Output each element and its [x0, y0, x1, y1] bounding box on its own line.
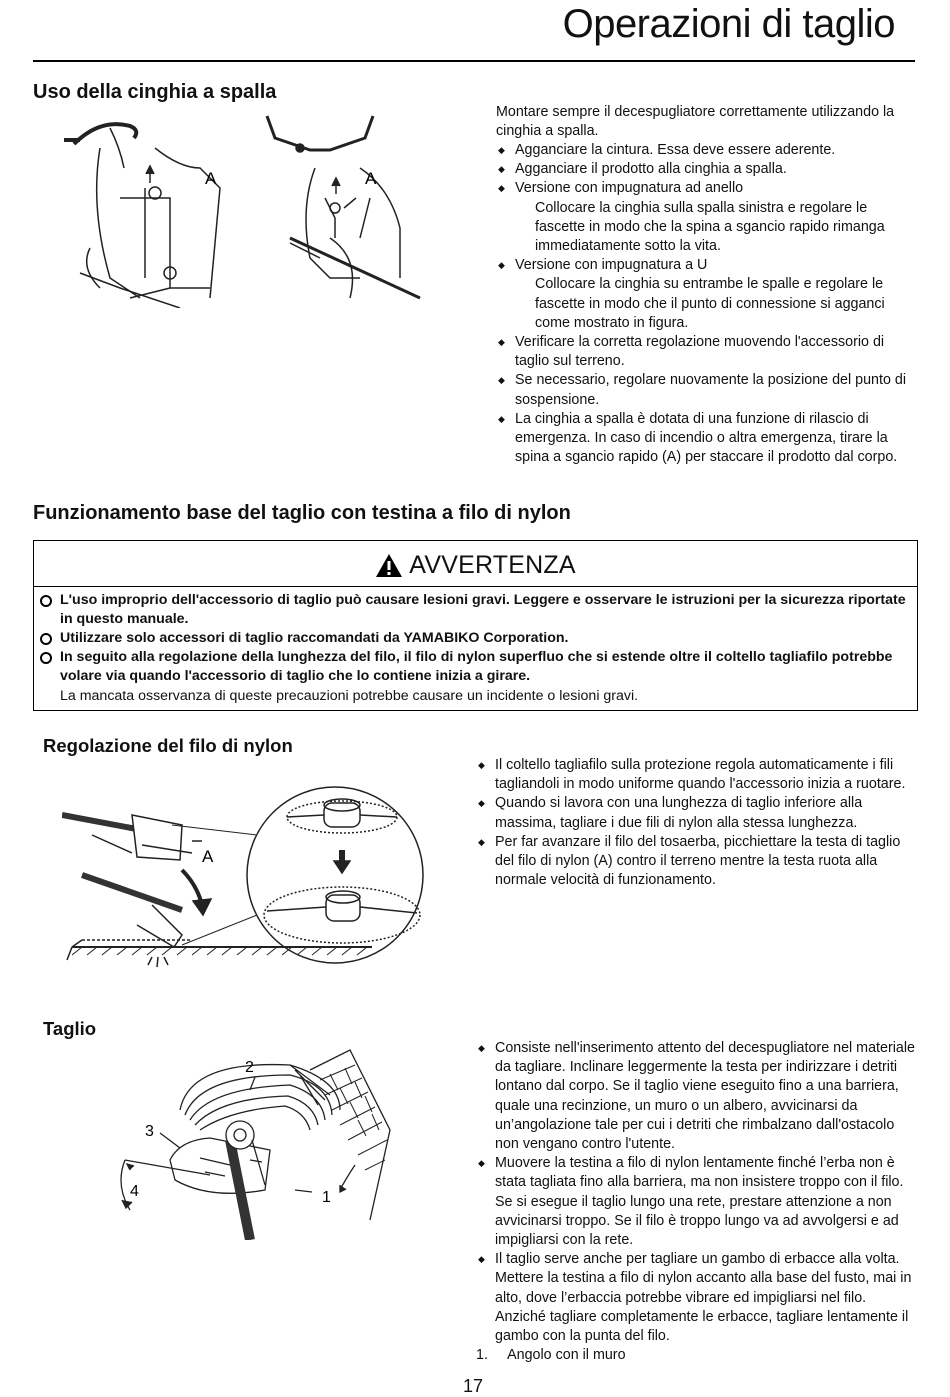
figure-label-a-left: A	[205, 169, 217, 188]
list-item: ◆ Agganciare il prodotto alla cinghia a spalla.	[496, 160, 919, 179]
bullet-diamond-icon: ◆	[478, 760, 485, 770]
list-item: ◆ Per far avanzare il filo del tosaerba, picchiettare la testa di taglio del filo di nylon (A) contro il terreno mentre la testa ruota alla normale velocità di funzionamento.	[478, 833, 901, 889]
warning-item: Utilizzare solo accessori di taglio raccomandati da YAMABIKO Corporation.	[40, 629, 911, 648]
cutting-illustration	[100, 1040, 430, 1240]
warning-item: L'uso improprio dell'accessorio di taglio può causare lesioni gravi. Leggere e osservare le istruzioni per la sicurezza riportate in questo manuale.	[40, 591, 911, 629]
warning-consequence: La mancata osservanza di queste precauzioni potrebbe causare un incidente o lesioni gravi.	[60, 688, 639, 704]
numbered-item	[476, 1346, 626, 1365]
warning-item: In seguito alla regolazione della lunghezza del filo, il filo di nylon superfluo che si estende oltre il coltello tagliafilo potrebbe volare via quando l'accessorio di taglio che lo contiene inizia a girare.	[40, 648, 911, 686]
figure-label-1: 1	[322, 1189, 331, 1206]
list-item: ◆ Agganciare la cintura. Essa deve essere aderente.	[496, 141, 919, 160]
warning-title: AVVERTENZA	[409, 551, 576, 579]
list-item: ◆ Versione con impugnatura a U Collocare la cinghia su entrambe le spalle e regolare le fascette in modo che il punto di connessione si agganci come mostrato in figura.	[498, 257, 885, 331]
figure-label-3: 3	[145, 1123, 154, 1140]
numbered-item-number: 1.	[476, 1347, 488, 1363]
figure-label-4: 4	[130, 1183, 139, 1200]
line-adjustment-illustration	[62, 775, 432, 975]
section-heading-line-adjustment: Regolazione del filo di nylon	[43, 735, 293, 756]
warning-triangle-icon	[375, 553, 403, 578]
bullet-diamond-icon: ◆	[478, 1158, 485, 1169]
bullet-circle-icon	[40, 633, 52, 645]
warning-header	[34, 541, 917, 587]
section-heading-cutting: Taglio	[43, 1018, 97, 1039]
bullet-diamond-icon: ◆	[498, 183, 505, 194]
bullet-diamond-icon: ◆	[478, 836, 485, 847]
list-item: ◆ Verificare la corretta regolazione muovendo l'accessorio di taglio sul terreno.	[498, 334, 885, 370]
list-item: ◆ Il taglio serve anche per tagliare un gambo di erbacce alla volta. Mettere la testina a filo di nylon accanto alla base del fusto, mai in alto, dove l’erbaccia potrebbe vibrare ed impigliarsi nel filo. Anziché tagliare completamente le erbacce, tagliare lentamente il gambo con la punta del filo.	[478, 1251, 912, 1345]
bullet-diamond-icon: ◆	[498, 260, 505, 271]
bullet-diamond-icon: ◆	[498, 164, 505, 175]
page-number: 17	[463, 1376, 484, 1396]
shoulder-strap-illustration	[60, 108, 440, 308]
section-heading-basic-cutting: Funzionamento base del taglio con testina a filo di nylon	[33, 502, 571, 524]
warning-list	[40, 591, 911, 686]
figure-label-2: 2	[245, 1059, 254, 1076]
list-item: ◆ Se necessario, regolare nuovamente la posizione del punto di sospensione.	[498, 372, 907, 408]
bullet-diamond-icon: ◆	[498, 337, 505, 348]
list-item: ◆ Muovere la testina a filo di nylon lentamente finché l’erba non è stata tagliata fino alla barriera, ma non insistere troppo con il filo. Se si esegue il taglio lungo una rete, prestare attenzione a non avvicinarsi troppo. Se il filo è troppo lungo va ad avvolgersi e ad impigliarsi con la rete.	[478, 1155, 904, 1249]
bullet-circle-icon	[40, 595, 52, 607]
bullet-diamond-icon: ◆	[498, 375, 505, 386]
bullet-diamond-icon: ◆	[478, 1254, 485, 1265]
shoulder-strap-list	[496, 141, 919, 467]
bullet-diamond-icon: ◆	[478, 1043, 485, 1053]
line-adjustment-list	[476, 756, 919, 890]
bullet-diamond-icon: ◆	[498, 413, 505, 424]
bullet-diamond-icon: ◆	[498, 145, 505, 155]
list-item: ◆ Consiste nell'inserimento attento del decespugliatore nel materiale da tagliare. Inclinare leggermente la testa per indirizzare i detriti lontano dal corpo. Se il taglio viene eseguito fino a una barriera, quale una recinzione, un muro o un albero, avvicinarsi da un’angolazione tale per cui i detriti che rimbalzano dall'ostacolo non vengano contro l'utente.	[478, 1040, 915, 1153]
bullet-diamond-icon: ◆	[478, 798, 485, 809]
cutting-list	[476, 1039, 919, 1346]
list-item: ◆ Il coltello tagliafilo sulla protezione regola automaticamente i fili tagliandoli in modo uniforme quando l'accessorio inizia a ruotare.	[478, 757, 906, 793]
list-item: ◆ Quando si lavora con una lunghezza di taglio inferiore alla massima, tagliare i due fili di nylon alla stessa lunghezza.	[478, 795, 863, 831]
warning-box	[33, 540, 918, 711]
section-heading-shoulder-strap: Uso della cinghia a spalla	[33, 81, 277, 103]
list-item: ◆ La cinghia a spalla è dotata di una funzione di rilascio di emergenza. In caso di incendio o altra emergenza, tirare la spina a sgancio rapido (A) per staccare il prodotto dal corpo.	[498, 410, 898, 466]
list-item: ◆ Versione con impugnatura ad anello Collocare la cinghia sulla spalla sinistra e regolare le fascette in modo che la spina a sgancio rapido rimanga immediatamente sotto la vita.	[498, 180, 885, 255]
bullet-circle-icon	[40, 652, 52, 664]
shoulder-strap-intro: Montare sempre il decespugliatore correttamente utilizzando la cinghia a spalla.	[496, 104, 895, 140]
figure-label-a-right: A	[365, 169, 377, 188]
numbered-item-text: Angolo con il muro	[507, 1347, 626, 1363]
title-rule	[33, 60, 915, 62]
page-title: Operazioni di taglio	[562, 2, 895, 46]
figure-label-a-line: A	[202, 847, 214, 866]
